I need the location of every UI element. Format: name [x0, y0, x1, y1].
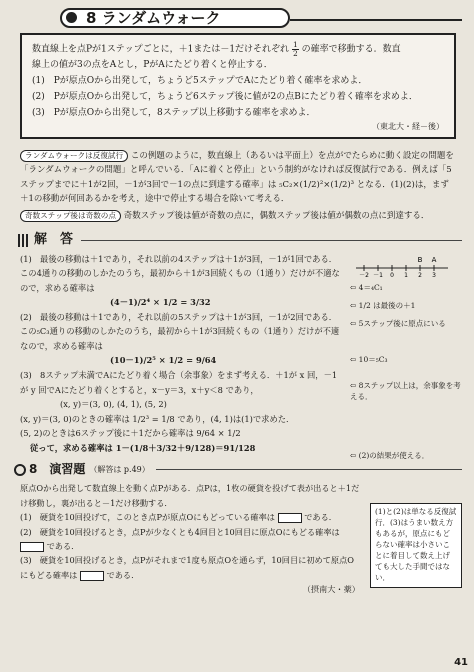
practice-hint-box: (1)と(2)は単なる反復試行．(3)はうまい数え方もあるが，原点にもどらない確率は小さいことに着目して数え上げても大した手間ではない．: [370, 503, 462, 587]
answer-main: [20, 252, 340, 455]
note-text-2: 奇数ステップ後は値が奇数の点に，偶数ステップ後は値が偶数の点に到達する．: [123, 210, 430, 221]
side-note-1: ⇦ 4＝₄C₁: [350, 282, 383, 292]
side-note-4: ⇦ 10＝₅C₃: [350, 354, 388, 364]
page-number: 41: [454, 656, 468, 668]
answer-1-eq: (4－1)/2⁴ × 1/2 = 3/32: [110, 297, 211, 308]
answer-1: (1) 最後の移動は＋1であり，それ以前の4ステップは＋1が3回，－1が1回である．この4通りの移動のしかたのうち，最初から＋1が3回続くもの（1通り）だけが不適なので，求める確率は: [20, 253, 340, 293]
tick-label: 2: [418, 271, 422, 278]
tick-label: －2: [359, 271, 369, 278]
practice-body: [20, 481, 462, 596]
question-3: (3) Pが原点Oから出発して，8ステップ以上移動する確率を求めよ．: [32, 107, 316, 118]
section-title: [86, 8, 220, 30]
answer-blank: [80, 571, 104, 581]
answer-2: (2) 最後の移動は＋1であり，それ以前の5ステップは＋1が3回，－1が2回である．この₅C₃通りの移動のしかたのうち，最初から＋1が3回続くもの（1通り）だけが不適なので，求める確率は: [20, 311, 340, 351]
note-text-1: この例題のように，数直線上（あるいは平面上）を点がでたらめに動く設定の問題を「ランダムウォークの問題」と呼んでいる．「Aに着くと停止」という制約がなければ反復試行である．例えば「5ステップまでに＋1が2回，－1が3回で－1の点に到達する確率」は: [20, 150, 454, 190]
practice-rule: [156, 469, 462, 470]
frac-den: 2: [292, 48, 298, 58]
bullet-icon: [66, 12, 77, 23]
practice-q3-tail: である．: [106, 569, 140, 580]
answer-bar-icon: [18, 234, 30, 247]
note-label-1: ランダムウォークは反復試行: [20, 150, 128, 163]
label-A: A: [431, 255, 437, 264]
answer-3c: (x, y)＝(3, 0)のときの確率は 1/2³ = 1/8 であり，(4, 1)は(1)で求めた．: [20, 413, 295, 424]
answer-title: 解 答: [34, 232, 74, 248]
notes: [20, 149, 456, 223]
practice-source: （摂南大・薬）: [302, 583, 360, 594]
practice-solution-ref: （解答は p.49）: [89, 464, 150, 474]
note-1: [20, 149, 456, 207]
practice-q2-tail: である．: [46, 540, 80, 551]
label-B: B: [417, 255, 423, 264]
tick-label: 0: [390, 271, 394, 278]
practice-intro: 原点Oから出発して数直線上を動く点Pがある．点Pは，1枚の硬貨を投げて表が出ると＋1だけ移動し，裏が出ると－1だけ移動する．: [20, 483, 360, 508]
problem-source: （東北大・経－後）: [372, 122, 444, 132]
tick-label: 1: [404, 271, 408, 278]
practice-q1: [20, 510, 360, 524]
tick-label: 3: [432, 271, 436, 278]
question-1: (1) Pが原点Oから出発して，ちょうど5ステップでAにたどり着く確率を求めよ．: [32, 76, 368, 86]
answer-blank: [20, 542, 44, 552]
side-note-3: ⇦ 5ステップ後に原点にいる: [350, 318, 446, 328]
header-rule: [290, 19, 462, 21]
practice-q3: [20, 553, 360, 582]
note-label-2: 奇数ステップ後は奇数の点: [20, 210, 121, 223]
section-number: 8: [86, 9, 97, 27]
tick-label: －1: [373, 271, 383, 278]
practice-q2-text: (2) 硬貨を10回投げるとき，点Pが少なくとも4回目と10回目に原点Oにもどる確率は: [20, 526, 340, 537]
question-2: (2) Pが原点Oから出発して，ちょうど6ステップ後に値が2の点Bにたどり着く確率を求めよ．: [32, 91, 418, 102]
practice-q1-tail: である．: [304, 512, 337, 523]
answer-3e: 従って，求める確率は 1－(1/8＋3/32＋9/128)＝91/128: [30, 442, 256, 453]
note-text-1b: ₅C₂×(1/2)²×(1/2)³ となる．(1)(2)は，まず＋1の移動が何回あるかを考え，途中で停止する場合を除いて考える．: [20, 179, 449, 205]
problem-statement: [32, 41, 444, 74]
problem-box: [20, 33, 456, 139]
answer-3d: (5, 2)のときは6ステップ後に＋1だから確率は 9/64 × 1/2: [20, 428, 241, 439]
fraction: [292, 41, 299, 57]
practice-q1-text: (1) 硬貨を10回投げて，このとき点Pが原点Oにもどっている確率は: [20, 512, 275, 523]
number-line: [354, 252, 450, 278]
answer-heading: [18, 231, 462, 250]
answer-body: [20, 252, 462, 460]
problem-line-1: 数直線上を点Pが1ステップごとに，＋1または－1だけそれぞれ: [32, 44, 290, 55]
practice-main: [20, 481, 360, 596]
frac-num: 1: [292, 40, 298, 49]
answer-3: (3) 8ステップ未満でAにたどり着く場合（余事象）をまず考える．＋1が x 回，－1が y 回でAにたどり着くとすると，x－y＝3，x＋y＜8 であり，: [20, 370, 338, 395]
answer-2-eq: (10－1)/2⁵ × 1/2 = 9/64: [110, 355, 217, 366]
practice-q2: [20, 525, 360, 554]
practice-heading: [14, 461, 462, 478]
practice-q3-text: (3) 硬貨を10回投げるとき，点Pがそれまで1度も原点Oを通らず，10回目に初めて原点Oにもどる確率は: [20, 555, 354, 580]
answer-rule: [81, 240, 462, 241]
practice-title: 8 演習題: [29, 462, 86, 477]
section-header: [14, 6, 462, 30]
problem-line-2: 線上の値が3の点をAとし，PがAにたどり着くと停止する．: [32, 60, 273, 71]
problem-line-1b: の確率で移動する．数直: [301, 44, 401, 55]
answer-3b: (x, y)＝(3, 0), (4, 1), (5, 2): [60, 399, 167, 410]
side-note-5: ⇦ 8ステップ以上は，余事象を考える．: [350, 380, 461, 402]
note-2: [20, 209, 456, 223]
side-note-2: ⇦ 1/2 は最後の＋1: [350, 300, 416, 310]
section-title-text: ランダムウォーク: [101, 9, 221, 27]
circle-icon: [14, 464, 26, 476]
answer-blank: [278, 513, 302, 523]
side-note-6: ⇦ (2)の結果が使える．: [350, 450, 430, 460]
